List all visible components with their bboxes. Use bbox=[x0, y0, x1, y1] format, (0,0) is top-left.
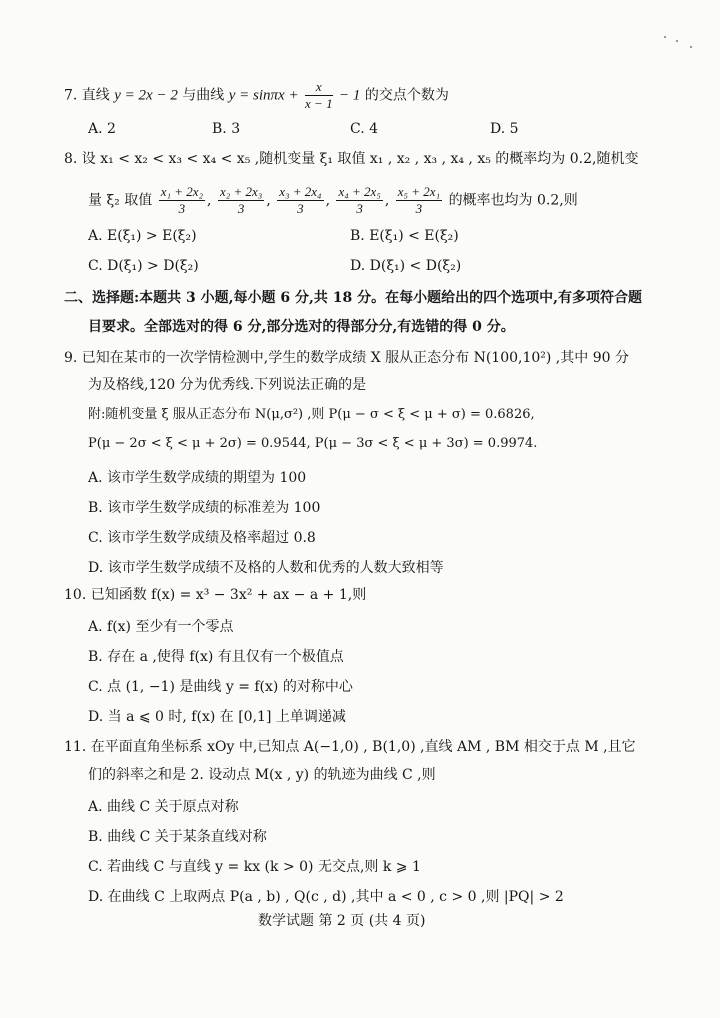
section2-instructions-line2: 目要求。全部选对的得 6 分,部分选对的得部分分,有选错的得 0 分。 bbox=[88, 319, 515, 335]
q8-option-b: B. E(ξ₁) < E(ξ₂) bbox=[350, 228, 459, 244]
q8-frac-den: 3 bbox=[356, 201, 363, 216]
q8-fraction bbox=[277, 184, 323, 217]
q9-option-b: B. 该市学生数学成绩的标准差为 100 bbox=[88, 500, 321, 516]
q9-appendix-line2: P(μ − 2σ < ξ < μ + 2σ) = 0.9544, P(μ − 3σ < ξ < μ + 3σ) = 0.9974. bbox=[88, 436, 538, 451]
q10-option-c: C. 点 (1, −1) 是曲线 y = f(x) 的对称中心 bbox=[88, 679, 353, 695]
q9-appendix-line1: 附:随机变量 ξ 服从正态分布 N(μ,σ²) ,则 P(μ − σ < ξ < μ + σ) = 0.6826, bbox=[88, 407, 535, 422]
q9-stem-line1: 9. 已知在某市的一次学情检测中,学生的数学成绩 X 服从正态分布 N(100,10²) ,其中 90 分 bbox=[64, 350, 629, 366]
q7-curve-tail: − 1 bbox=[339, 87, 361, 104]
q11-stem-line1: 11. 在平面直角坐标系 xOy 中,已知点 A(−1,0) , B(1,0) ,直线 AM , BM 相交于点 M ,且它 bbox=[64, 739, 636, 755]
q7-option-b: B. 3 bbox=[212, 121, 241, 137]
q9-stem-line2: 为及格线,120 分为优秀线.下列说法正确的是 bbox=[88, 377, 367, 393]
q8-stem-line2-a: 量 ξ₂ 取值 bbox=[88, 192, 153, 209]
q8-frac-den: 3 bbox=[237, 201, 245, 216]
q7-frac-num: x bbox=[305, 79, 333, 96]
q8-frac-num: x₃ + 2x₄ bbox=[279, 184, 322, 199]
q8-option-d: D. D(ξ₁) < D(ξ₂) bbox=[350, 258, 462, 274]
q8-frac-den: 3 bbox=[297, 201, 304, 216]
scan-speck bbox=[676, 40, 678, 42]
q7-curve-expr: y = sinπx + bbox=[228, 87, 299, 104]
q7-option-c: C. 4 bbox=[350, 121, 379, 137]
q8-frac-num: x₄ + 2x₅ bbox=[338, 184, 381, 199]
q7-fraction bbox=[305, 79, 333, 112]
q8-stem-line1: 8. 设 x₁ < x₂ < x₃ < x₄ < x₅ ,随机变量 ξ₁ 取值 x₁ , x₂ , x₃ , x₄ , x₅ 的概率均为 0.2,随机变 bbox=[64, 151, 639, 167]
q7-option-a: A. 2 bbox=[88, 121, 116, 137]
q11-option-d: D. 在曲线 C 上取两点 P(a , b) , Q(c , d) ,其中 a < 0 , c > 0 ,则 |PQ| > 2 bbox=[88, 889, 564, 905]
q8-frac-num: x₂ + 2x₃ bbox=[219, 184, 263, 199]
q8-frac-num: x₁ + 2x₂ bbox=[160, 184, 204, 199]
q7-stem bbox=[64, 79, 449, 112]
q8-frac-den: 3 bbox=[178, 201, 186, 216]
q7-option-d: D. 5 bbox=[490, 121, 519, 137]
q7-line-expr: y = 2x − 2 bbox=[114, 87, 178, 104]
q7-frac-den: x − 1 bbox=[305, 96, 333, 111]
q10-option-d: D. 当 a ⩽ 0 时, f(x) 在 [0,1] 上单调递减 bbox=[88, 709, 346, 725]
q9-option-a: A. 该市学生数学成绩的期望为 100 bbox=[88, 470, 307, 486]
q8-option-a: A. E(ξ₁) > E(ξ₂) bbox=[88, 228, 197, 244]
q9-option-c: C. 该市学生数学成绩及格率超过 0.8 bbox=[88, 530, 316, 546]
q8-frac-num: x₅ + 2x₁ bbox=[397, 184, 441, 199]
page-footer: 数学试题 第 2 页 (共 4 页) bbox=[258, 913, 426, 929]
q8-fraction bbox=[218, 184, 264, 217]
q8-stem-line2: 量 ξ₂ 取值 $\frac{\text{x₁ + 2x₂}}{3}$ , $\frac{\text{x₂ + 2x₃}}{3}$ , $\frac{\text{x₃ + 2x₄}}{3}$ , $\frac{\text{x₄ + 2x₅}}{3}$ , $\frac{\text{x₅ + 2x₁}}{3}$ 的概率也均为 0.2,则 bbox=[88, 184, 578, 216]
q8-fraction bbox=[396, 184, 442, 217]
q11-option-b: B. 曲线 C 关于某条直线对称 bbox=[88, 829, 267, 845]
q8-option-c: C. D(ξ₁) > D(ξ₂) bbox=[88, 258, 199, 274]
q11-option-c: C. 若曲线 C 与直线 y = kx (k > 0) 无交点,则 k ⩾ 1 bbox=[88, 859, 421, 875]
q7-stem-b: 与曲线 bbox=[182, 87, 225, 104]
q11-stem-line2: 们的斜率之和是 2. 设动点 M(x , y) 的轨迹为曲线 C ,则 bbox=[88, 767, 436, 783]
q7-stem-c: 的交点个数为 bbox=[364, 87, 449, 104]
q10-stem: 10. 已知函数 f(x) = x³ − 3x² + ax − a + 1,则 bbox=[64, 587, 367, 603]
scan-speck bbox=[664, 36, 666, 38]
q7-stem-a: 7. 直线 bbox=[64, 87, 110, 104]
q8-fraction bbox=[159, 184, 205, 217]
q8-frac-den: 3 bbox=[415, 201, 423, 216]
q9-option-d: D. 该市学生数学成绩不及格的人数和优秀的人数大致相等 bbox=[88, 560, 444, 576]
scan-speck bbox=[690, 46, 692, 48]
q10-option-b: B. 存在 a ,使得 f(x) 有且仅有一个极值点 bbox=[88, 649, 344, 665]
q11-option-a: A. 曲线 C 关于原点对称 bbox=[88, 799, 239, 815]
section2-instructions-line1: 二、选择题:本题共 3 小题,每小题 6 分,共 18 分。在每小题给出的四个选项中,有多项符合题 bbox=[64, 290, 642, 306]
q8-stem-line2-b: 的概率也均为 0.2,则 bbox=[448, 192, 578, 209]
q8-fraction bbox=[336, 184, 382, 217]
q10-option-a: A. f(x) 至少有一个零点 bbox=[88, 619, 234, 635]
